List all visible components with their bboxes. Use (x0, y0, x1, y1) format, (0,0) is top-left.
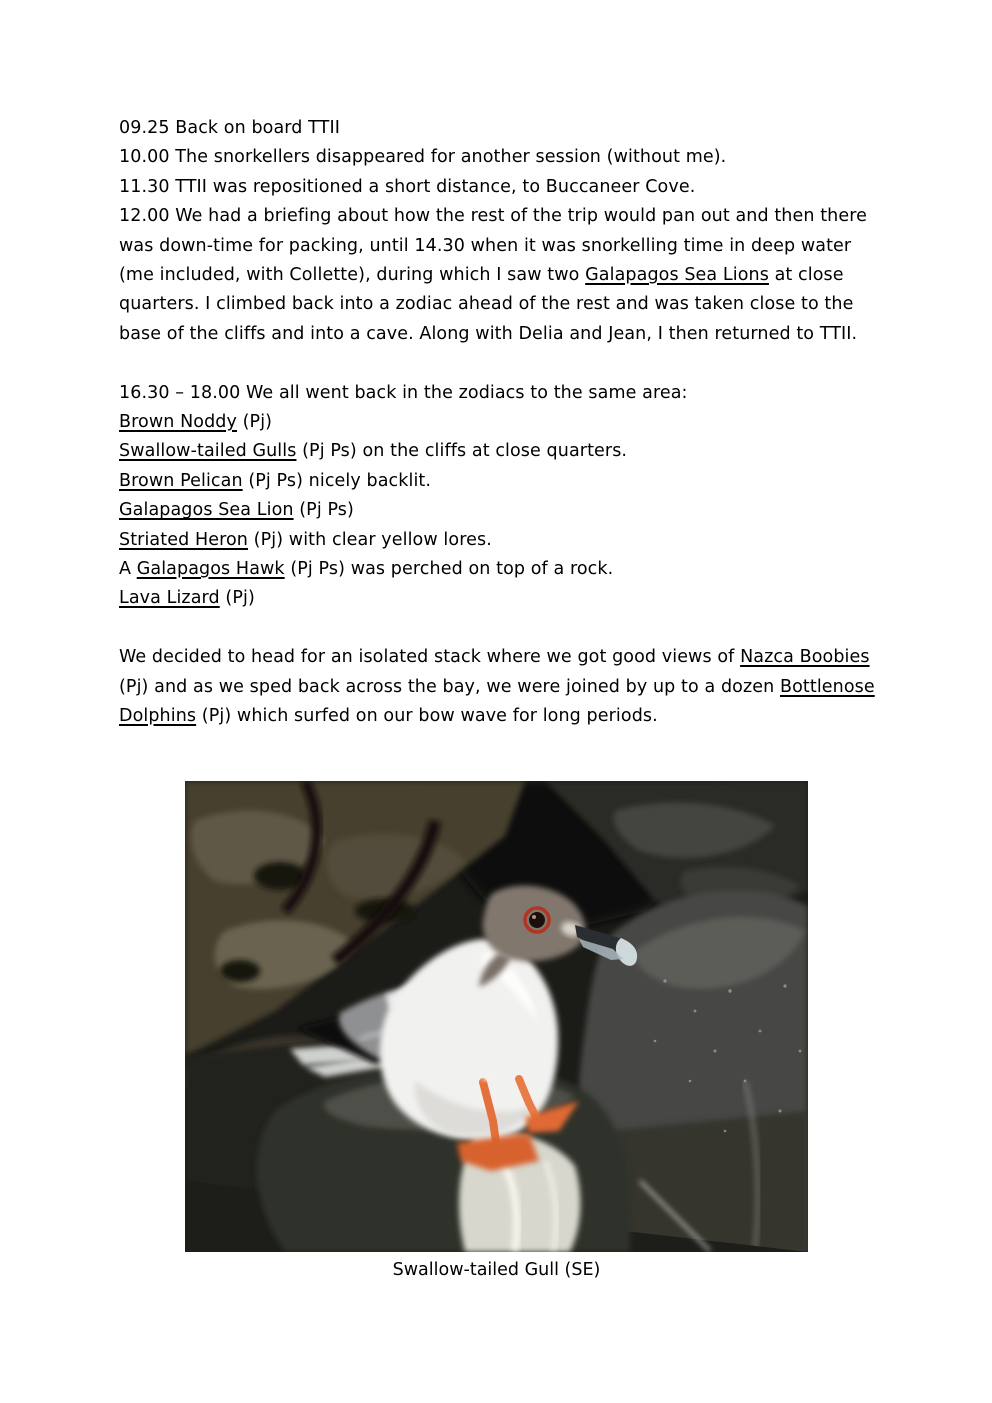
species-name: Galapagos Hawk (136, 559, 285, 580)
text-run: (Pj) and as we sped back across the bay, we were joined by up to a dozen (119, 676, 780, 697)
eye (529, 912, 545, 928)
sighting-galapagos-hawk (119, 555, 876, 584)
text-run: (Pj Ps) was perched on top of a rock. (284, 559, 614, 580)
sighting-galapagos-sea-lion (119, 496, 876, 525)
entry-1130 (119, 173, 876, 202)
text-run: at close quarters. I climbed back into a zodiac ahead of the rest and was taken close to the base of the cliffs and into a cave. Along with Delia and Jean, I then returned to TTII. (119, 265, 858, 344)
species-name: Nazca Boobies (740, 647, 870, 668)
text-run: 09.25 Back on board TTII (119, 118, 340, 138)
species-name: Galapagos Sea Lion (119, 500, 294, 521)
text-run: 10.00 The snorkellers disappeared for another session (without me). (119, 147, 727, 168)
entry-1200 (119, 202, 876, 349)
photo-caption: Swallow-tailed Gull (SE) (392, 1260, 601, 1280)
sighting-swallow-tailed-gulls (119, 437, 876, 466)
text-run: (Pj Ps) on the cliffs at close quarters. (296, 441, 628, 462)
species-name: Bottlenose Dolphins (119, 676, 875, 727)
text-run: (Pj) (219, 588, 255, 609)
rock-hole (220, 960, 260, 982)
species-name: Galapagos Sea Lions (585, 265, 769, 286)
text-run: A (119, 559, 137, 580)
text-run: (Pj Ps) (293, 500, 354, 521)
text-run: (Pj) which surfed on our bow wave for long periods. (196, 706, 658, 727)
entry-1630 (119, 379, 876, 408)
text-run: 12.00 We had a briefing about how the rest of the trip would pan out and then there was down-time for packing, until 14.30 when it was snorkelling time in deep water (me included, with Collette), during which I saw two (119, 206, 867, 286)
sighting-striated-heron (119, 526, 876, 555)
species-name: Brown Pelican (119, 470, 243, 491)
entry-1000 (119, 143, 876, 172)
species-name: Swallow-tailed Gulls (119, 441, 297, 462)
species-name: Striated Heron (119, 529, 248, 550)
text-run: (Pj) (236, 412, 273, 433)
document-body (119, 114, 876, 732)
text-run: (Pj) with clear yellow lores. (247, 529, 492, 550)
sighting-lava-lizard (119, 584, 876, 613)
species-name: Brown Noddy (119, 412, 237, 433)
text-run: We decided to head for an isolated stack where we got good views of (119, 647, 741, 668)
eye-highlight (532, 915, 536, 919)
sighting-brown-noddy (119, 408, 876, 437)
closing-paragraph (119, 643, 876, 731)
sighting-brown-pelican (119, 467, 876, 496)
species-name: Lava Lizard (119, 588, 220, 609)
text-run: 11.30 TTII was repositioned a short distance, to Buccaneer Cove. (119, 176, 696, 197)
gull-photo-illustration (185, 781, 808, 1252)
entry-0925 (119, 114, 876, 143)
photo-swallow-tailed-gull (185, 781, 808, 1252)
text-run: (Pj Ps) nicely backlit. (242, 470, 432, 491)
text-run: 16.30 – 18.00 We all went back in the zodiacs to the same area: (119, 382, 688, 403)
